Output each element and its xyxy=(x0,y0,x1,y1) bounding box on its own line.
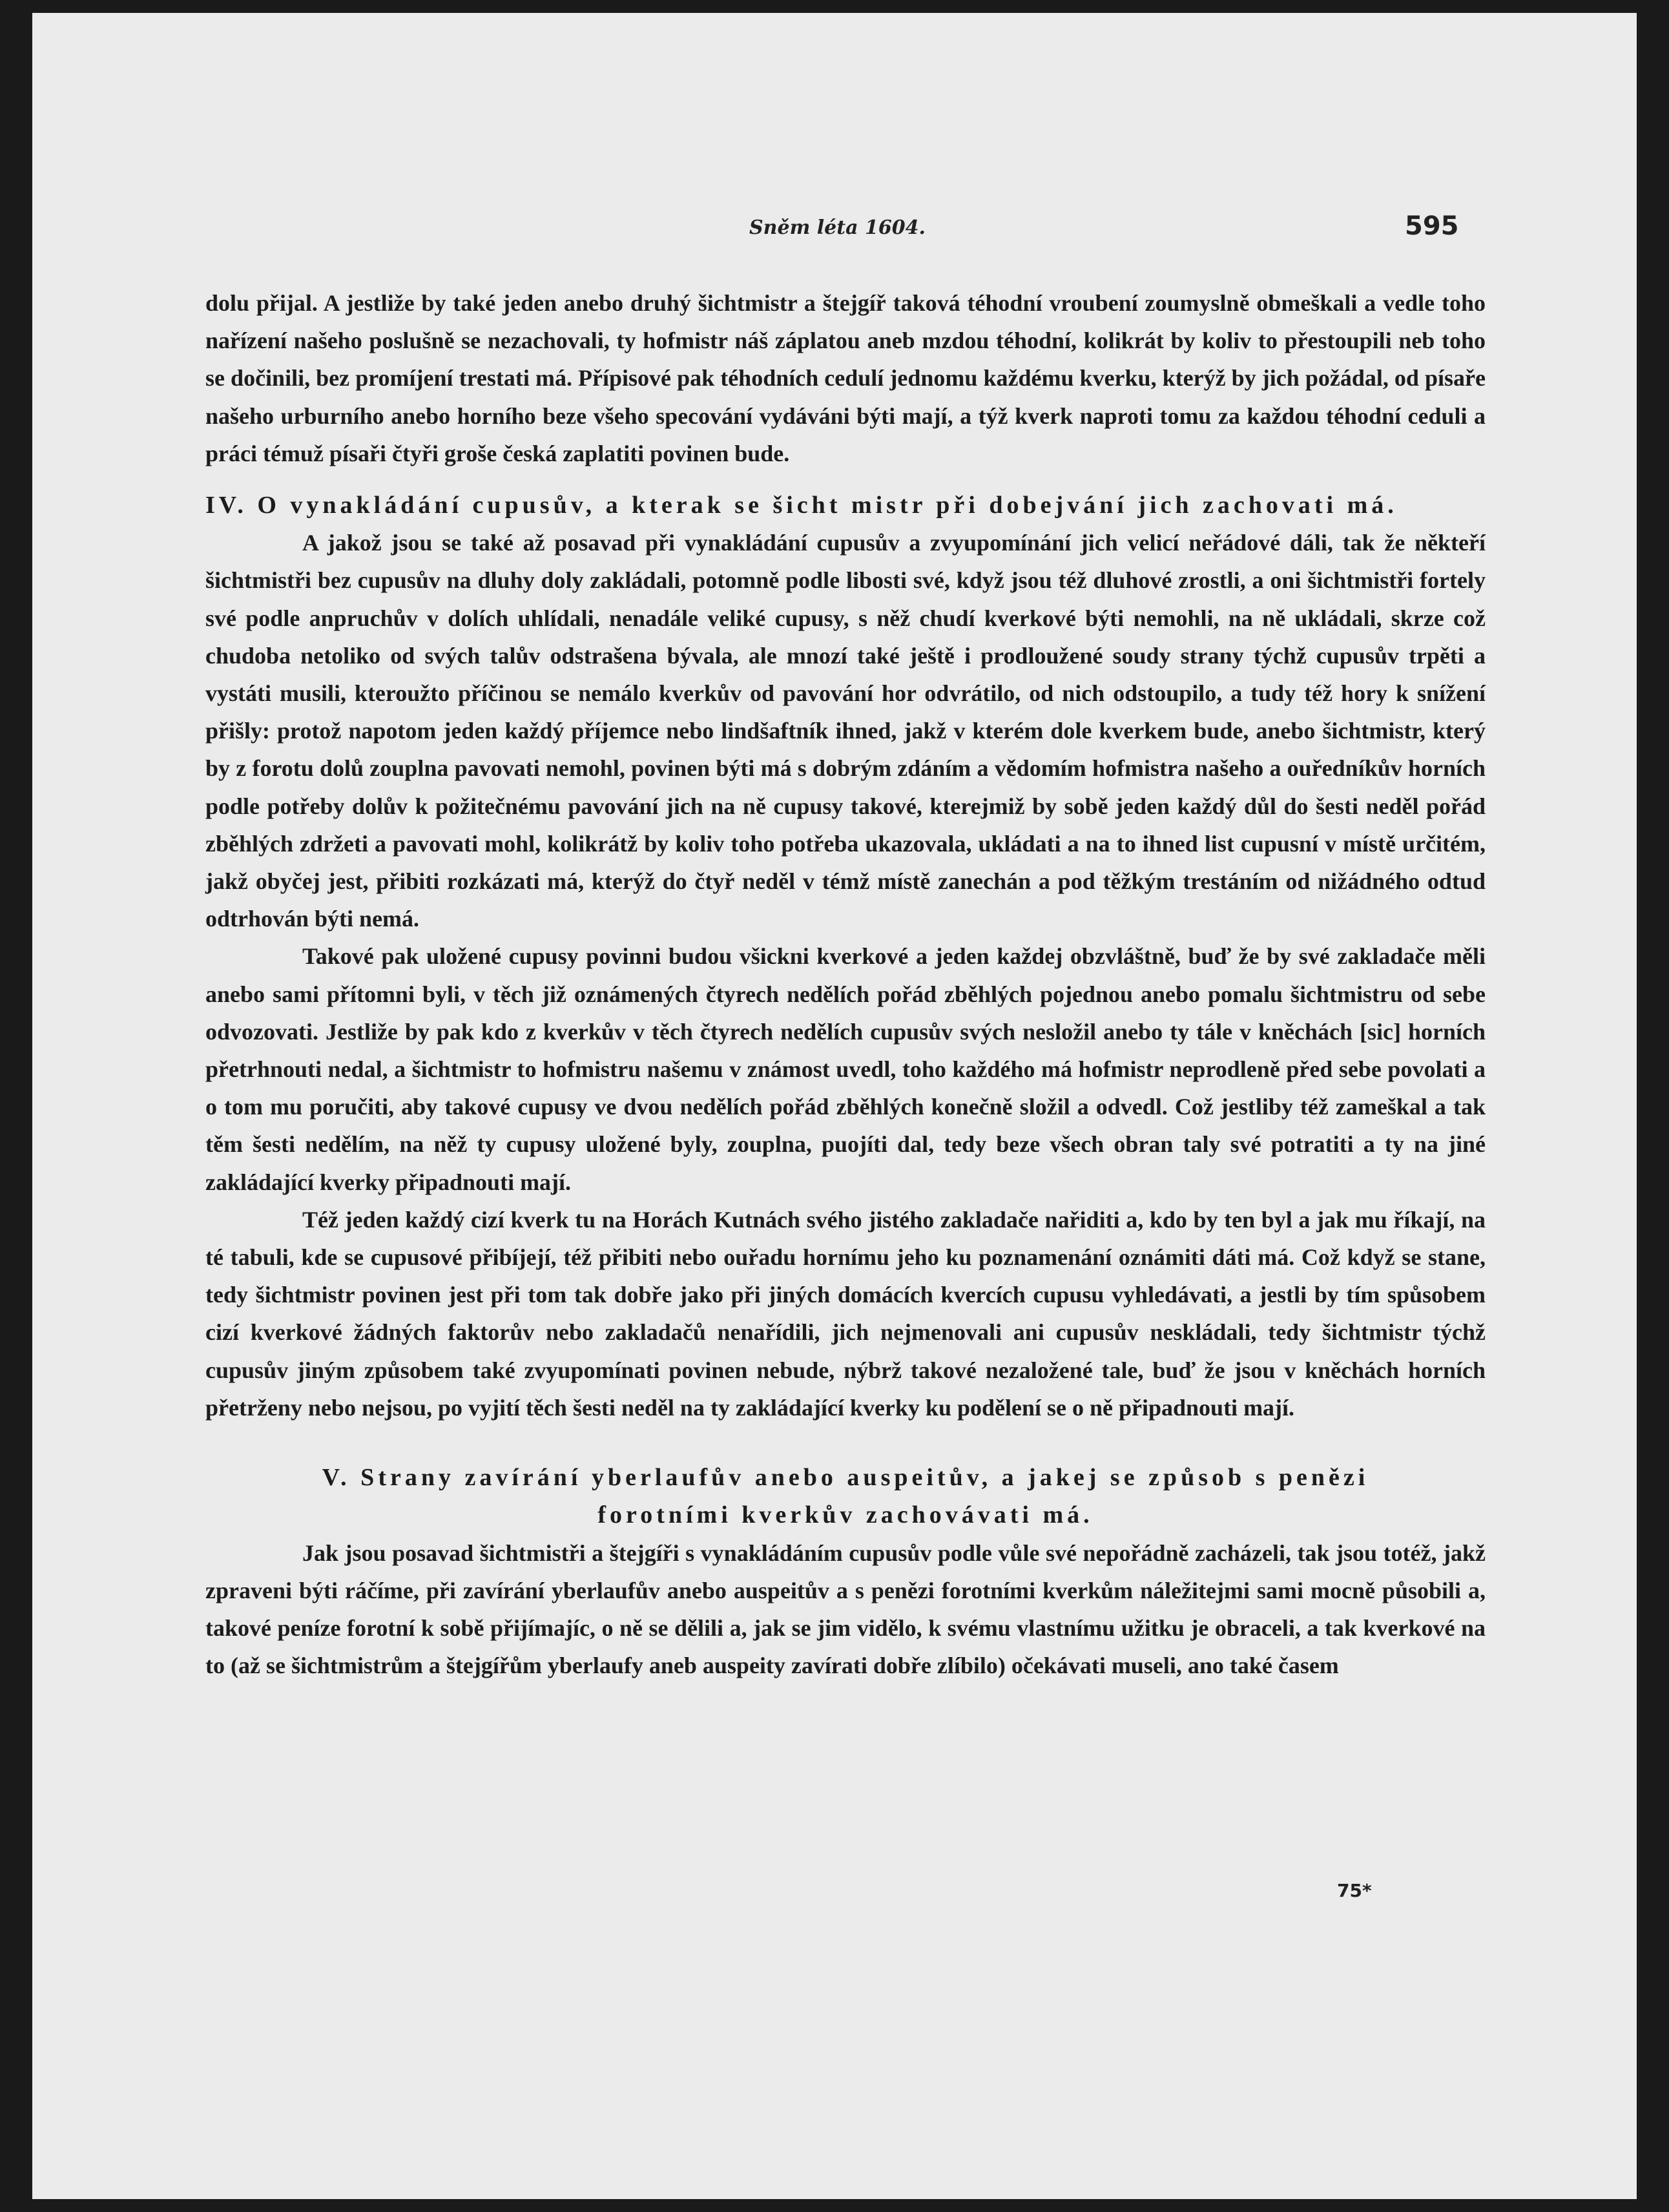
body-text xyxy=(205,284,1486,1684)
page-header xyxy=(32,211,1637,255)
document-page xyxy=(32,13,1637,2199)
section-heading-v-line1: V. Strany zavírání yberlaufův anebo auspeitův, a jakej se způsob s penězi xyxy=(322,1464,1369,1492)
paragraph-cupusy: A jakož jsou se také až posavad při vynakládání cupusův a zvyupomínání jich velicí neřádové dáli, tak že někteří šichtmistři bez cupusův na dluhy doly zakládali, potomně podle libosti své, když jsou též dluhové zrostli, a oni šichtmistři fortely své podle anpruchův v dolích uhlídali, nenadále veliké cupusy, s něž chudí kverkové býti nemohli, na ně ukládali, skrze což chudoba netoliko od svých talův odstrašena bývala, ale mnozí také ještě i prodloužené soudy strany týchž cupusův trpěti a vystáti musili, kteroužto příčinou se nemálo kverkův od pavování hor odvrátilo, od nich odstoupilo, a tudy též hory k snížení přišly: protož napotom jeden každý příjemce nebo lindšaftník ihned, jakž v kterém dole kverkem bude, anebo šichtmistr, který by z forotu dolů zouplna pavovati nemohl, povinen býti má s dobrým zdáním a vědomím hofmistra našeho a ouředníkův horních podle potřeby dolův k požitečnému pavování jich na ně cupusy takové, kterejmiž by sobě jeden každý důl do šesti neděl pořád zběhlých zdržeti a pavovati mohl, kolikrátž by koliv toho potřeba ukazovala, ukládati a na to ihned list cupusní v místě určitém, jakž obyčej jest, přibiti rozkázati má, kterýž do čtyř neděl v témž místě zanechán a pod těžkým trestáním od nižádného odtud odtrhován býti nemá. xyxy=(205,530,1486,932)
running-title: Sněm léta 1604. xyxy=(749,216,926,239)
paragraph-continuation: dolu přijal. A jestliže by také jeden anebo druhý šichtmistr a štejgíř taková téhodní vroubení zoumyslně obmeškali a vedle toho nařízení našeho poslušně se nezachovali, ty hofmistr náš záplatou aneb mzdou téhodní, kolikrát by koliv to přestoupili neb toho se dočinili, bez promíjení trestati má. Přípisové pak téhodních cedulí jednomu každému kverku, kterýž by jich požádal, od písaře našeho urburního anebo horního beze všeho specování vydáváni býti mají, a týž kverk naproti tomu za každou téhodní ceduli a práci témuž písaři čtyři groše česká zaplatiti povinen bude. xyxy=(205,290,1486,466)
section-heading-v-line2: forotními kverkův zachovávati má. xyxy=(597,1501,1094,1529)
page-number: 595 xyxy=(1405,211,1459,241)
paragraph-ulozene-cupusy: Takové pak uložené cupusy povinni budou všickni kverkové a jeden každej obzvláštně, buď že by své zakladače měli anebo sami přítomni byli, v těch již oznámených čtyrech nedělích pořád zběhlých pojednou anebo pomalu šichtmistru od sebe odvozovati. Jestliže by pak kdo z kverkův v těch čtyrech nedělích cupusův svých nesložil anebo ty tále v kněchách [sic] horních přetrhnouti nedal, a šichtmistr to hofmistru našemu v známost uvedl, toho každého má hofmistr neprodleně před sebe povolati a o tom mu poručiti, aby takové cupusy ve dvou nedělích pořád zběhlých konečně složil a odvedl. Což jestliby též zameškal a tak těm šesti nedělím, na něž ty cupusy uložené byly, zouplna, puojíti dal, tedy beze všech obran taly své potratiti a ty na jiné zakládající kverky připadnouti mají. xyxy=(205,943,1486,1195)
paragraph-yberlaufy: Jak jsou posavad šichtmistři a štejgíři s vynakládáním cupusův podle vůle své nepořádně zacházeli, tak jsou totéž, jakž zpraveni býti ráčíme, při zavírání yberlaufův anebo auspeitův a s penězi forotními kverkům náležitejmi sami mocně působili a, takové peníze forotní k sobě přijímajíc, o ně se dělili a, jak se jim vidělo, k svému vlastnímu užitku je obraceli, a tak kverkové na to (až se šichtmistrům a štejgířům yberlaufy aneb auspeity zavírati dobře zlíbilo) očekávati museli, ano také časem xyxy=(205,1539,1486,1679)
section-heading-iv: IV. O vynakládání cupusův, a kterak se šicht mistr při dobejvání jich zachovati má. xyxy=(205,492,1398,519)
section-spacer xyxy=(205,1426,1486,1459)
paragraph-cizi-kverk: Též jeden každý cizí kverk tu na Horách Kutnách svého jistého zakladače nařiditi a, kdo by ten byl a jak mu říkají, na té tabuli, kde se cupusové přibíjejí, též přibiti nebo ouřadu hornímu jeho ku poznamenání oznámiti dáti má. Což když se stane, tedy šichtmistr povinen jest při tom tak dobře jako při jiných domácích kvercích cupusu vyhledávati, a jestli by tím spůsobem cizí kverkové žádných faktorův nebo zakladačů nenařídili, jich nejmenovali ani cupusův neskládali, tedy šichtmistr týchž cupusův jiným způsobem také zvyupomínati povinen nebude, nýbrž takové nezaložené tale, buď že jsou v kněchách horních přetrženy nebo nejsou, po vyjití těch šesti neděl na ty zakládající kverky ku podělení se o ně připadnouti mají. xyxy=(205,1206,1486,1421)
signature-mark: 75* xyxy=(1337,1880,1372,1901)
